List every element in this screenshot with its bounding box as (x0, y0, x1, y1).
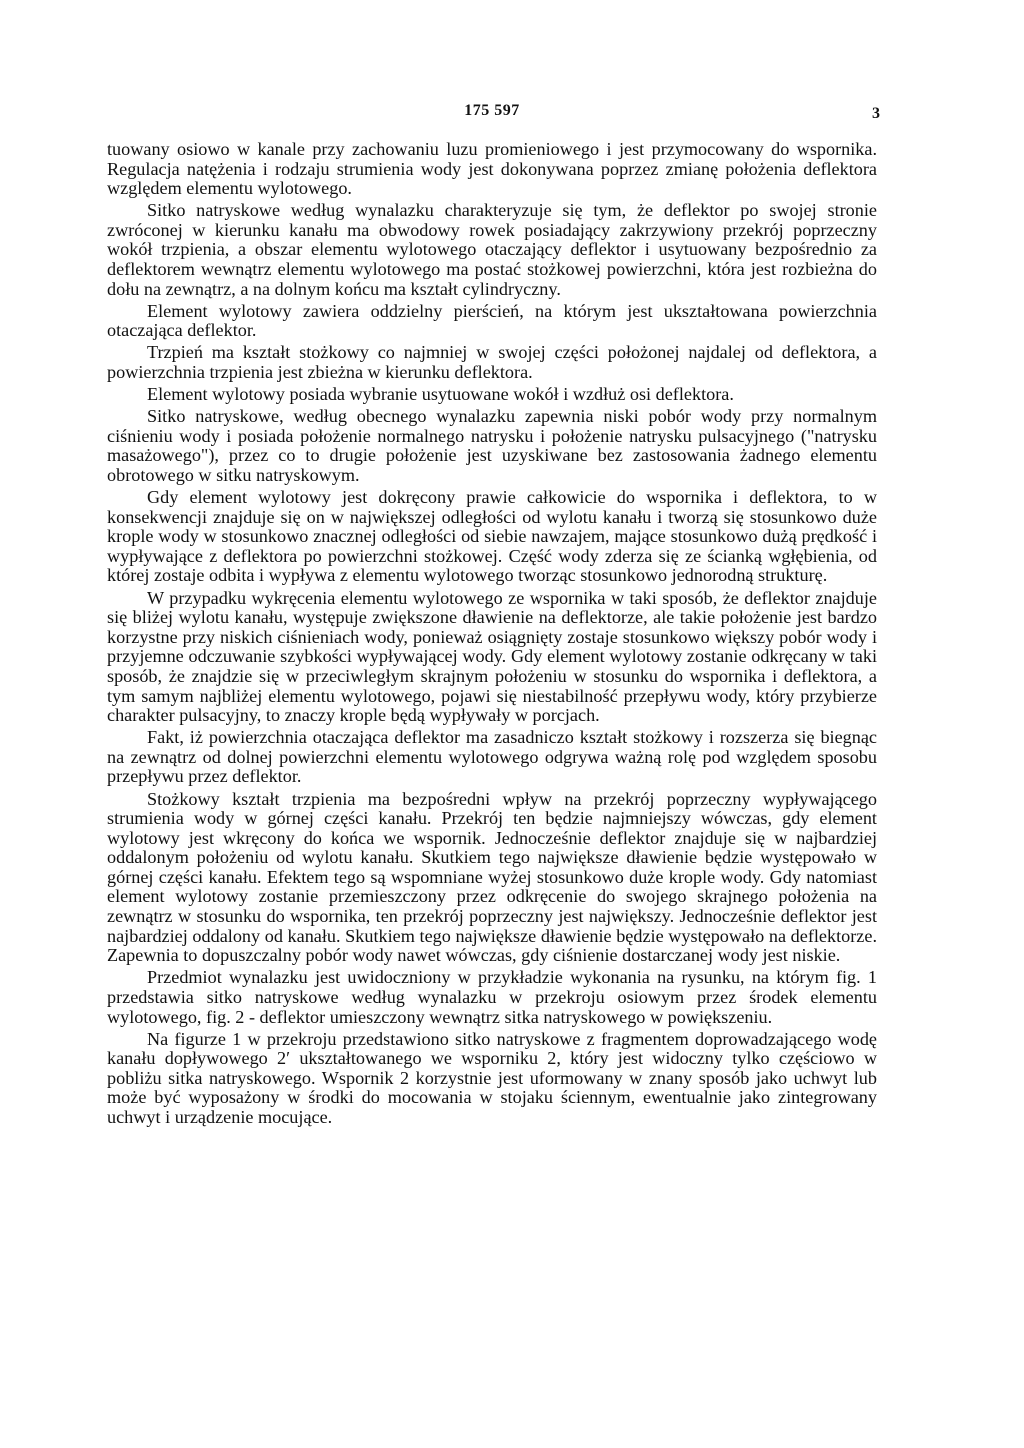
body-text (107, 140, 877, 1130)
paragraph-4: Trzpień ma kształt stożkowy co najmniej w swojej części położonej najdalej od deflektora, a powierzchnia trzpienia jest zbieżna w kierunku deflektora. (107, 342, 877, 383)
paragraph-9: Fakt, iż powierzchnia otaczająca deflektor ma zasadniczo kształt stożkowy i rozszerza się biegnąc na zewnątrz od dolnej powierzchni elementu wylotowego odgrywa ważną rolę pod względem sposobu przepływu przez deflektor. (107, 727, 877, 787)
paragraph-11: Przedmiot wynalazku jest uwidoczniony w przykładzie wykonania na rysunku, na którym fig. 1 przedstawia sitko natryskowe według wynalazku w przekroju osiowym przez środek elementu wylotowego, fig. 2 - deflektor umieszczony wewnątrz sitka natryskowego w powiększeniu. (107, 967, 877, 1027)
page-header (107, 102, 880, 126)
paragraph-10: Stożkowy kształt trzpienia ma bezpośredni wpływ na przekrój poprzeczny wypływającego strumienia wody w górnej części kanału. Przekrój ten będzie najmniejszy wówczas, gdy element wylotowy jest wkręcony do końca we wspornik. Jednocześnie deflektor znajduje się w najbardziej oddalonym położeniu od wylotu kanału. Skutkiem tego największe dławienie będzie występowało w górnej części kanału. Efektem tego są wspomniane wyżej stosunkowo duże krople wody. Gdy natomiast element wylotowy zostanie przemieszczony przez odkręcenie do swojego skrajnego położenia na zewnątrz w stosunku do wspornika, ten przekrój poprzeczny jest największy. Jednocześnie deflektor jest najbardziej oddalony od kanału. Skutkiem tego największe dławienie będzie występowało na deflektorze. Zapewnia to dopuszczalny pobór wody nawet wówczas, gdy ciśnienie dostarczanej wody jest niskie. (107, 788, 877, 966)
paragraph-6: Sitko natryskowe, według obecnego wynalazku zapewnia niski pobór wody przy normalnym ciśnieniu wody i posiada położenie normalnego natrysku i położenie natrysku pulsacyjnego ("natrysku masażowego"), przez co to drugie położenie jest uzyskiwane bez zastosowania żadnego elementu obrotowego w sitku natryskowym. (107, 406, 877, 485)
paragraph-5: Element wylotowy posiada wybranie usytuowane wokół i wzdłuż osi deflektora. (147, 384, 734, 405)
paragraph-7: Gdy element wylotowy jest dokręcony prawie całkowicie do wspornika i deflektora, to w konsekwencji znajduje się on w największej odległości od wylotu kanału i tworzą się stosunkowo duże krople wody w stosunkowo znacznej odległości od siebie nawzajem, mające stosunkowo dużą prędkość i wypływające z deflektora po powierzchni stożkowej. Część wody zderza się ze ścianką wgłębienia, od której zostaje odbita i wypływa z elementu wylotowego tworząc stosunkowo jednorodną strukturę. (107, 487, 877, 586)
patent-number: 175 597 (464, 102, 520, 119)
page-number: 3 (872, 105, 880, 122)
paragraph-8: W przypadku wykręcenia elementu wylotowego ze wspornika w taki sposób, że deflektor znajduje się bliżej wylotu kanału, występuje zwiększone dławienie na deflektorze, ale takie położenie jest bardzo korzystne przy niskich ciśnieniach wody, ponieważ osiągnięty zostaje stosunkowo większy pobór wody i przyjemne odczuwanie szybkości wypływającej wody. Gdy element wylotowy zostanie odkręcany w taki sposób, że znajdzie się w przeciwległym skrajnym położeniu w stosunku do wspornika i deflektora, a tym samym najbliżej elementu wylotowego, pojawi się niestabilność przepływu wody, który przybierze charakter pulsacyjny, to znaczy krople będą wypływały w porcjach. (107, 587, 877, 726)
paragraph-3: Element wylotowy zawiera oddzielny pierścień, na którym jest ukształtowana powierzchnia otaczająca deflektor. (107, 300, 877, 341)
paragraph-2: Sitko natryskowe według wynalazku charakteryzuje się tym, że deflektor po swojej stronie zwróconej w kierunku kanału ma obwodowy rowek posiadający zakrzywiony przekrój poprzeczny wokół trzpienia, a obszar elementu wylotowego otaczający deflektor i usytuowany bezpośrednio za deflektorem wewnątrz elementu wylotowego ma postać stożkowej powierzchni, która jest rozbieżna do dołu na zewnątrz, a na dolnym końcu ma kształt cylindryczny. (107, 200, 877, 299)
paragraph-12: Na figurze 1 w przekroju przedstawiono sitko natryskowe z fragmentem doprowadzającego wodę kanału dopływowego 2′ ukształtowanego we wsporniku 2, który jest widoczny tylko częściowo w pobliżu sitka natryskowego. Wspornik 2 korzystnie jest uformowany w znany sposób jako uchwyt lub może być wyposażony w środki do mocowania w stojaku ściennym, ewentualnie jako zintegrowany uchwyt i urządzenie mocujące. (107, 1028, 877, 1127)
paragraph-1: tuowany osiowo w kanale przy zachowaniu luzu promieniowego i jest przymocowany do wspornika. Regulacja natężenia i rodzaju strumienia wody jest dokonywana poprzez zmianę położenia deflektora względem elementu wylotowego. (107, 139, 877, 199)
